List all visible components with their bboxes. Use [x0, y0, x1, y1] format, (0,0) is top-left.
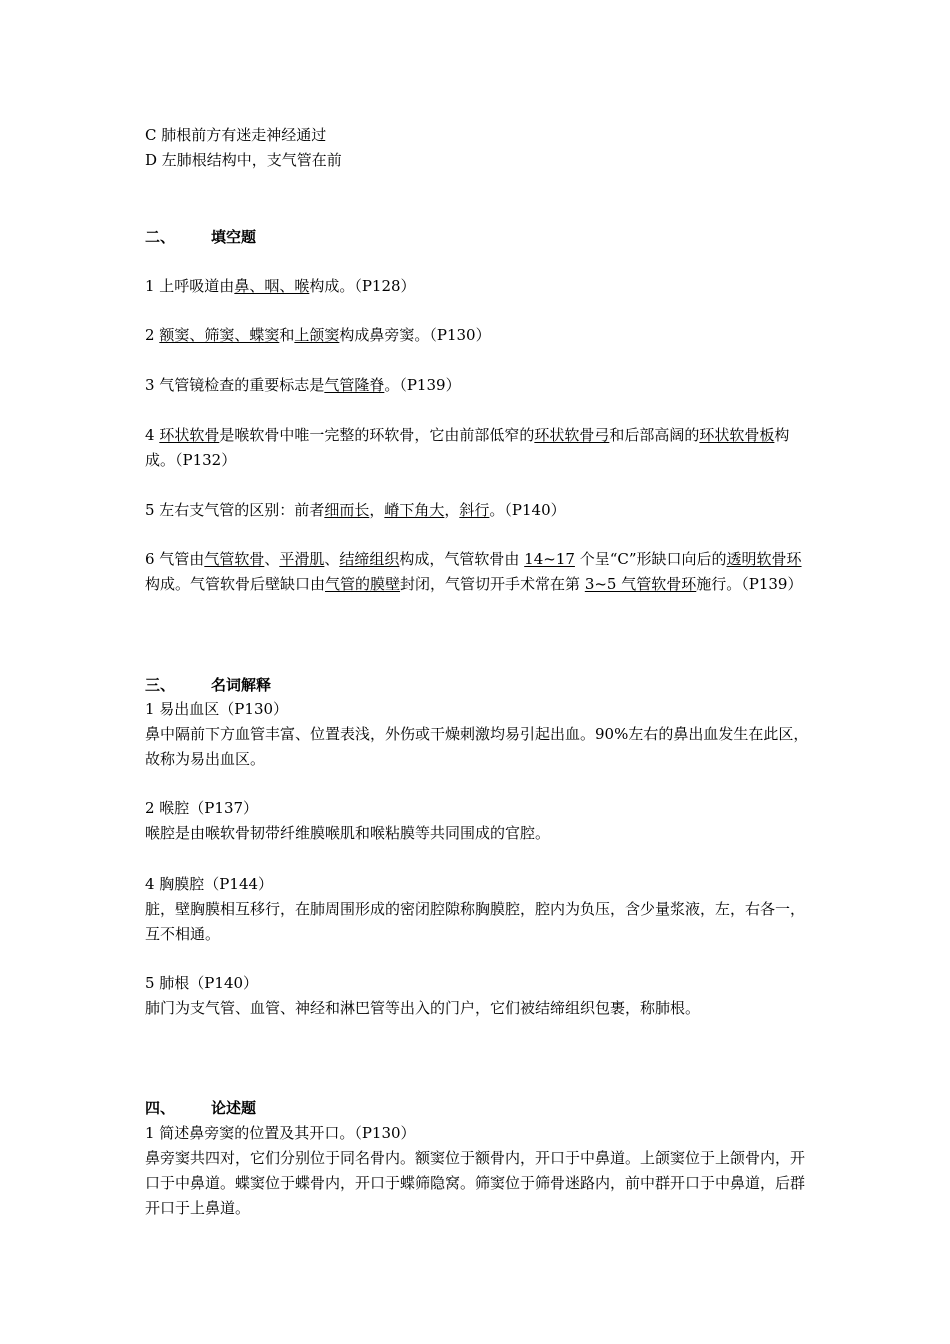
- essay-question-1: [145, 1121, 810, 1221]
- fill-question-4: 4 环状软骨是喉软骨中唯一完整的环软骨，它由前部低窄的环状软骨弓和后部高阔的环状软骨板构成。（P132）: [145, 426, 790, 469]
- term-definition: 喉腔是由喉软骨韧带纤维膜喉肌和喉粘膜等共同围成的官腔。: [145, 824, 551, 842]
- term-title: 5 肺根（P140）: [145, 974, 259, 992]
- term-title: 1 易出血区（P130）: [145, 700, 289, 718]
- answer-blank: 14~17: [524, 550, 575, 568]
- fill-question-6: 6 气管由气管软骨、平滑肌、结缔组织构成，气管软骨由 14~17 个呈“C”形缺口向后的透明软骨环构成。气管软骨后壁缺口由气管的膜壁封闭，气管切开手术常在第 3~5 气管软骨环施行。（P139）: [145, 550, 803, 593]
- fill-question-3: 3 气管镜检查的重要标志是气管隆脊。（P139）: [145, 376, 461, 394]
- answer-blank: 气管的膜壁: [325, 575, 401, 593]
- term-definition: 鼻中隔前下方血管丰富、位置表浅，外伤或干燥刺激均易引起出血。90%左右的鼻出血发生在此区，故称为易出血区。: [145, 725, 809, 768]
- answer-blank: 透明软骨环: [726, 550, 802, 568]
- answer-blank: 气管隆脊: [324, 376, 385, 394]
- answer-blank: 环状软骨弓: [534, 426, 610, 444]
- term-item: [145, 697, 810, 772]
- term-title: 2 喉腔（P137）: [145, 799, 259, 817]
- answer-blank: 3~5 气管软骨环: [584, 575, 697, 593]
- answer-blank: 嵴下角大: [384, 501, 445, 519]
- section-number: 四、: [145, 1099, 176, 1117]
- option-c: C 肺根前方有迷走神经通过: [145, 126, 327, 144]
- section-number: 二、: [145, 228, 176, 246]
- term-item: [145, 872, 810, 947]
- answer-blank: 鼻、咽、喉: [234, 277, 310, 295]
- fill-question-2: 2 额窦、筛窦、蝶窦和上颌窦构成鼻旁窦。（P130）: [145, 326, 491, 344]
- answer-blank: 平滑肌: [279, 550, 325, 568]
- section-title: 论述题: [211, 1099, 257, 1117]
- answer-blank: 斜行: [459, 501, 490, 519]
- answer-blank: 上颌窦: [294, 326, 340, 344]
- fill-question-5: 5 左右支气管的区别：前者细而长，嵴下角大，斜行。（P140）: [145, 501, 566, 519]
- section-heading-terms: [145, 673, 810, 698]
- answer-blank: 细而长: [324, 501, 370, 519]
- section-heading-fill-blank: [145, 225, 810, 250]
- answer-blank: 环状软骨: [159, 426, 220, 444]
- answer-blank: 结缔组织: [339, 550, 400, 568]
- term-item: [145, 971, 810, 1021]
- answer-blank: 额窦、筛窦、蝶窦: [159, 326, 280, 344]
- fill-question-1: 1 上呼吸道由鼻、咽、喉构成。（P128）: [145, 277, 416, 295]
- section-title: 填空题: [211, 228, 257, 246]
- term-title: 4 胸膜腔（P144）: [145, 875, 274, 893]
- answer-blank: 环状软骨板: [699, 426, 775, 444]
- essay-question-title: 1 简述鼻旁窦的位置及其开口。（P130）: [145, 1124, 416, 1142]
- section-title: 名词解释: [211, 676, 272, 694]
- term-item: [145, 796, 810, 846]
- section-heading-essay: [145, 1096, 810, 1121]
- answer-blank: 气管软骨: [204, 550, 265, 568]
- term-definition: 脏，壁胸膜相互移行，在肺周围形成的密闭腔隙称胸膜腔，腔内为负压，含少量浆液，左，右各一， 互不相通。: [145, 900, 806, 943]
- essay-answer: 鼻旁窦共四对，它们分别位于同名骨内。额窦位于额骨内，开口于中鼻道。上颌窦位于上颌骨内，开口于中鼻道。蝶窦位于蝶骨内，开口于蝶筛隐窝。筛窦位于筛骨迷路内，前中群开口于中鼻道，后群开口于上鼻道。: [145, 1149, 806, 1217]
- section-number: 三、: [145, 676, 176, 694]
- term-definition: 肺门为支气管、血管、神经和淋巴管等出入的门户，它们被结缔组织包裹，称肺根。: [145, 999, 701, 1017]
- option-d: D 左肺根结构中，支气管在前: [145, 151, 342, 169]
